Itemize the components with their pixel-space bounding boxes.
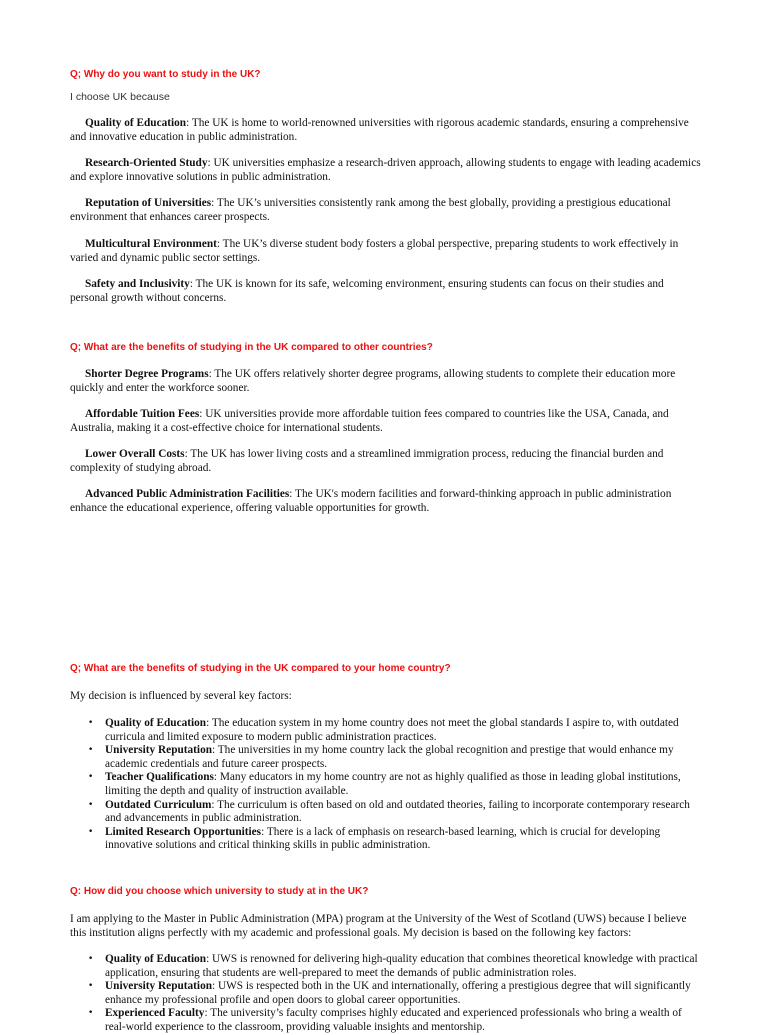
question-heading-why-uk: Q; Why do you want to study in the UK? bbox=[70, 69, 261, 80]
reason-text: : The UK is known for its safe, welcoming environment, ensuring students can focus on their studies and personal growth without concerns. bbox=[70, 278, 664, 304]
intro-text: I am applying to the Master in Public Administration (MPA) program at the University of the West of Scotland (UWS) because I believe this institution aligns perfectly with my academic and professional goals. My decision is based on the following key factors: bbox=[70, 913, 687, 939]
reason-text: : The UK is home to world-renowned universities with rigorous academic standards, ensuring a comprehensive and innovative education in public administration. bbox=[70, 117, 689, 143]
reason-paragraph bbox=[70, 238, 702, 265]
reason-text: : The UK’s universities consistently rank among the best globally, providing a prestigious educational environment that enhances career prospects. bbox=[70, 197, 671, 223]
factor-text: : The universities in my home country lack the global recognition and prestige that would enhance my academic credentials and future career prospects. bbox=[105, 744, 674, 770]
question-heading-uk-vs-other: Q; What are the benefits of studying in the UK compared to other countries? bbox=[70, 342, 433, 353]
factor-text: : UWS is renowned for delivering high-quality education that combines theoretical knowledge with practical application, ensuring that students are well-prepared to meet the demands of public administration roles. bbox=[105, 953, 698, 979]
reason-text: : The UK’s diverse student body fosters a global perspective, preparing students to work effectively in varied and dynamic public sector settings. bbox=[70, 238, 679, 264]
factor-term: Experienced Faculty bbox=[105, 1007, 205, 1020]
factor-text: : Many educators in my home country are not as highly qualified as those in leading global institutions, limiting the depth and quality of instruction available. bbox=[105, 771, 681, 797]
reason-text: : UK universities emphasize a research-driven approach, allowing students to engage with leading academics and explore innovative solutions in public administration. bbox=[70, 157, 701, 183]
benefit-paragraph bbox=[70, 368, 702, 395]
factor-term: University Reputation bbox=[105, 744, 213, 757]
factor-text: : The university’s faculty comprises highly educated and experienced professionals who bring a wealth of real-world experience to the classroom, providing valuable insights and mentorship. bbox=[105, 1007, 682, 1033]
benefit-text: : The UK offers relatively shorter degree programs, allowing students to complete their education more quickly and enter the workforce sooner. bbox=[70, 368, 676, 394]
factor-text: : UWS is respected both in the UK and internationally, offering a prestigious degree that will significantly enhance my professional profile and open doors to global career opportunities. bbox=[105, 980, 691, 1006]
reason-term: Safety and Inclusivity bbox=[85, 278, 190, 290]
reason-term: Research-Oriented Study bbox=[85, 157, 208, 169]
list-item bbox=[70, 771, 702, 798]
reason-term: Reputation of Universities bbox=[85, 197, 212, 209]
reason-term: Quality of Education bbox=[85, 117, 187, 129]
list-item bbox=[70, 826, 702, 853]
intro-text: My decision is influenced by several key factors: bbox=[70, 690, 292, 702]
reason-paragraph bbox=[70, 278, 702, 305]
factor-term: Quality of Education bbox=[105, 953, 207, 965]
list-item bbox=[70, 744, 702, 771]
factor-list bbox=[70, 953, 702, 1035]
factor-term: Teacher Qualifications bbox=[105, 771, 214, 784]
benefit-paragraph bbox=[70, 408, 702, 435]
list-item bbox=[70, 799, 702, 826]
list-item bbox=[70, 980, 702, 1007]
factor-text: : There is a lack of emphasis on research-based learning, which is crucial for developing innovative solutions and critical thinking skills in public administration. bbox=[105, 825, 661, 852]
factor-term: Limited Research Opportunities bbox=[105, 825, 262, 838]
question-heading-choose-university: Q: How did you choose which university to study at in the UK? bbox=[70, 886, 369, 897]
list-item bbox=[70, 1007, 702, 1034]
list-item bbox=[70, 953, 702, 980]
factor-term: Outdated Curriculum bbox=[105, 798, 212, 811]
benefit-term: Shorter Degree Programs bbox=[85, 368, 209, 380]
reason-paragraph bbox=[70, 117, 702, 144]
reason-term: Multicultural Environment bbox=[85, 238, 217, 250]
list-item bbox=[70, 717, 702, 744]
benefit-term: Affordable Tuition Fees bbox=[85, 408, 200, 420]
reason-paragraph bbox=[70, 197, 702, 224]
benefit-paragraph bbox=[70, 448, 702, 475]
reason-paragraph bbox=[70, 157, 702, 184]
factor-text: : The education system in my home country does not meet the global standards I aspire to, with outdated curricula and limited exposure to modern public administration practices. bbox=[105, 717, 679, 743]
factor-term: Quality of Education bbox=[105, 717, 207, 729]
benefit-text: : The UK has lower living costs and a streamlined immigration process, reducing the financial burden and complexity of studying abroad. bbox=[70, 448, 664, 474]
intro-text: I choose UK because bbox=[70, 91, 170, 103]
benefit-text: : UK universities provide more affordable tuition fees compared to countries like the USA, Canada, and Australia, making it a cost-effective choice for international students. bbox=[70, 408, 669, 434]
question-heading-uk-vs-home: Q; What are the benefits of studying in the UK compared to your home country? bbox=[70, 663, 451, 674]
benefit-term: Advanced Public Administration Facilities bbox=[85, 488, 290, 500]
factor-list bbox=[70, 717, 702, 853]
factor-text: : The curriculum is often based on old and outdated theories, failing to incorporate contemporary research and advancements in public administration. bbox=[105, 798, 690, 825]
benefit-text: : The UK's modern facilities and forward-thinking approach in public administration enhance the educational experience, offering valuable opportunities for growth. bbox=[70, 488, 672, 514]
benefit-paragraph bbox=[70, 488, 702, 515]
benefit-term: Lower Overall Costs bbox=[85, 448, 185, 460]
factor-term: University Reputation bbox=[105, 980, 213, 993]
